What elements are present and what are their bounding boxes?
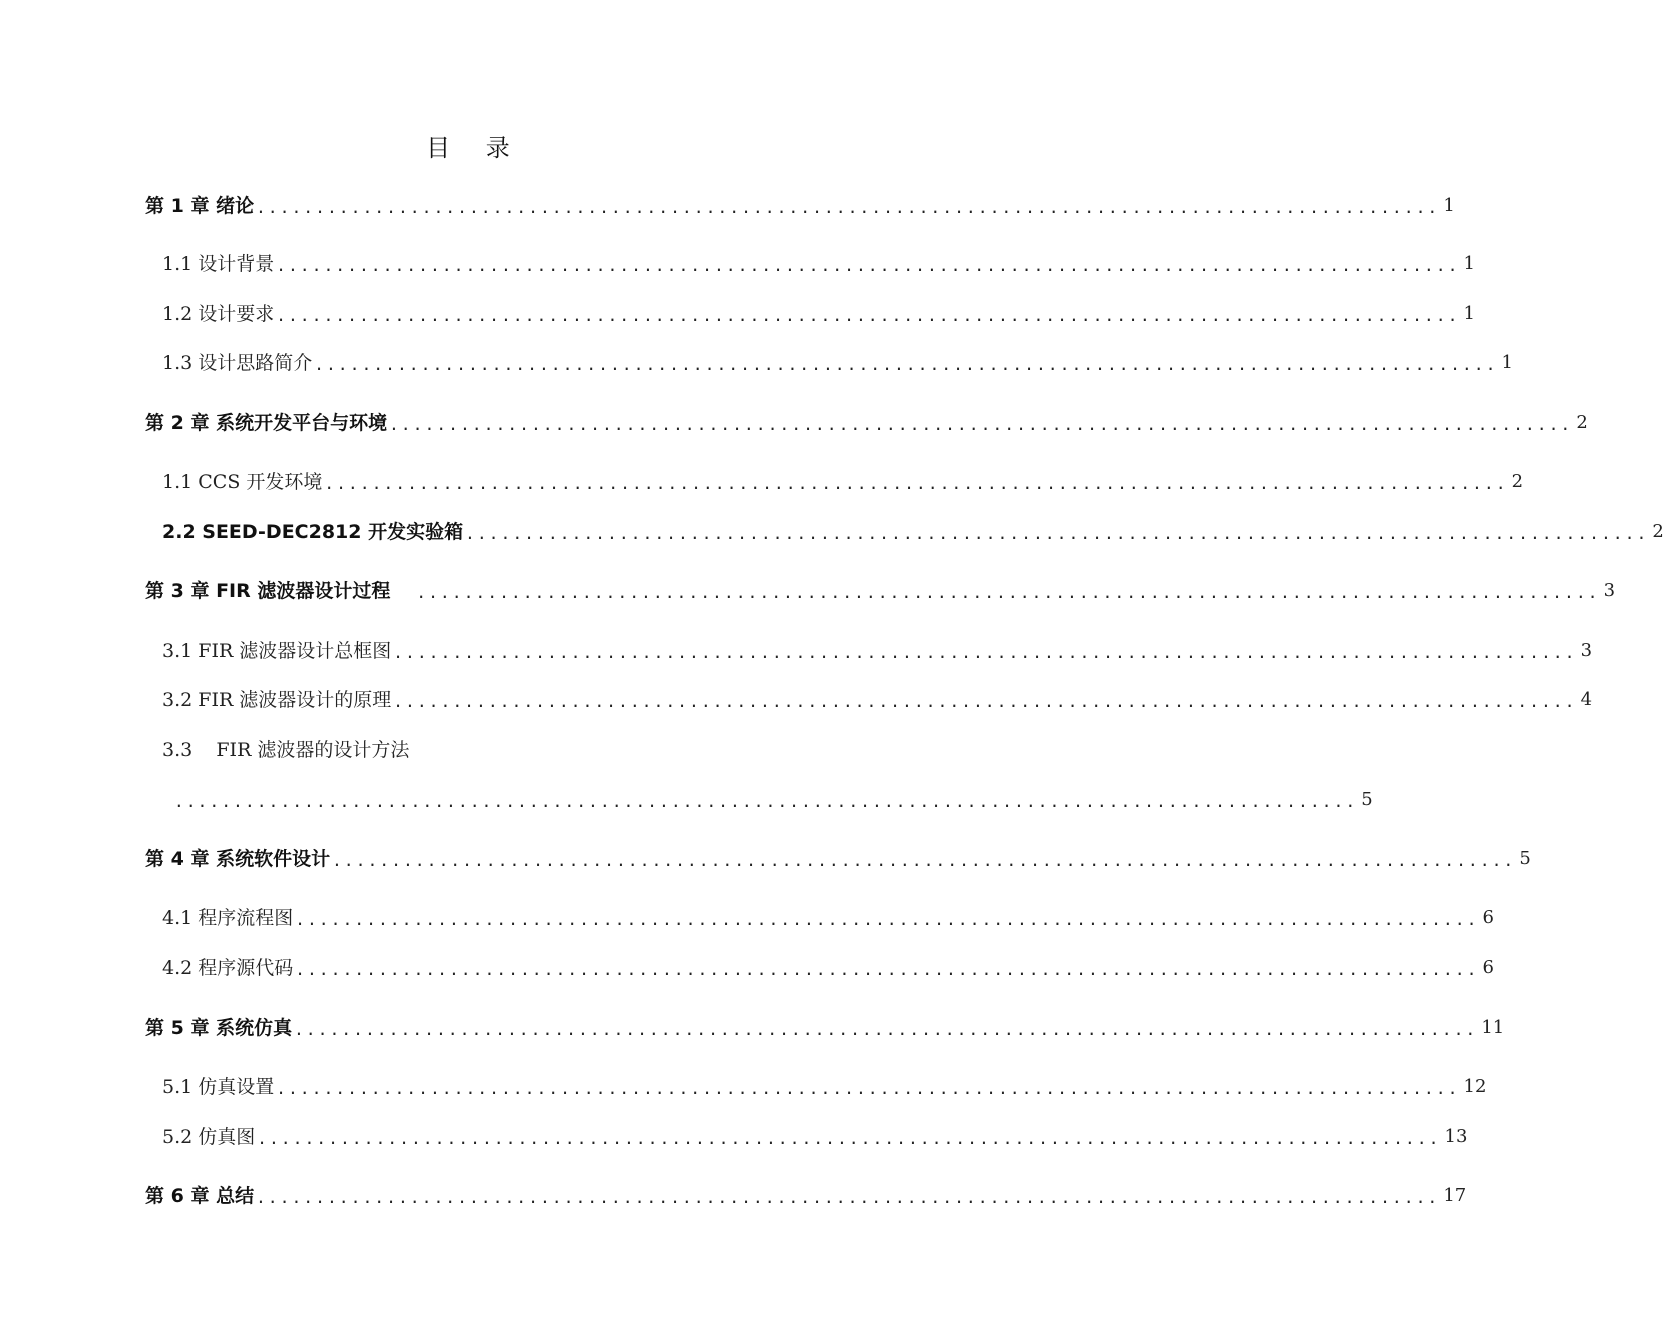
toc-label: 1.2 设计要求 xyxy=(162,303,275,325)
dot-leader: .................................................................................................... xyxy=(393,643,1577,662)
toc-entry-2-2[interactable] xyxy=(162,518,1664,546)
toc-entry-3-3-label[interactable]: 3.3 FIR 滤波器的设计方法 xyxy=(162,739,410,761)
toc-label: 5.1 仿真设置 xyxy=(162,1076,275,1098)
dot-leader: .................................................................................................... xyxy=(174,792,1358,811)
dot-leader: .................................................................................................... xyxy=(314,355,1498,374)
toc-page-number: 13 xyxy=(1444,1126,1468,1147)
toc-entry-chapter-6[interactable] xyxy=(145,1182,1467,1210)
toc-entry-2-1[interactable] xyxy=(162,468,1524,496)
toc-entry-4-1[interactable] xyxy=(162,904,1494,932)
toc-entry-chapter-3[interactable] xyxy=(145,577,1616,605)
dot-leader: .................................................................................................... xyxy=(256,198,1440,217)
toc-entry-chapter-1[interactable] xyxy=(145,192,1455,220)
toc-label: 1.1 设计背景 xyxy=(162,253,275,275)
toc-page-number: 2 xyxy=(1652,521,1664,542)
toc-label: 第 2 章 系统开发平台与环境 xyxy=(145,412,388,434)
toc-entry-chapter-2[interactable] xyxy=(145,409,1588,437)
toc-page-number: 1 xyxy=(1463,303,1475,324)
toc-page-number: 2 xyxy=(1576,412,1588,433)
toc-label: 4.2 程序源代码 xyxy=(162,957,294,979)
dot-leader: .................................................................................................... xyxy=(416,583,1600,602)
toc-page-number: 11 xyxy=(1481,1017,1505,1038)
toc-label: 第 3 章 FIR 滤波器设计过程 xyxy=(145,580,391,602)
toc-entry-chapter-4[interactable] xyxy=(145,845,1531,873)
toc-page-number: 4 xyxy=(1580,689,1593,710)
toc-label: 3.2 FIR 滤波器设计的原理 xyxy=(162,689,392,711)
dot-leader: .................................................................................................... xyxy=(276,256,1460,275)
toc-entry-chapter-5[interactable] xyxy=(145,1014,1505,1042)
toc-label: 2.2 SEED-DEC2812 开发实验箱 xyxy=(162,521,464,543)
dot-leader: .................................................................................................... xyxy=(465,524,1649,543)
toc-entry-3-1[interactable] xyxy=(162,637,1593,665)
toc-label: 3.1 FIR 滤波器设计总框图 xyxy=(162,640,392,662)
toc-title: 目 录 xyxy=(426,134,524,162)
toc-label: 第 5 章 系统仿真 xyxy=(145,1017,293,1039)
toc-entry-1-1[interactable] xyxy=(162,250,1475,278)
dot-leader: .................................................................................................... xyxy=(257,1129,1441,1148)
dot-leader: .................................................................................................... xyxy=(276,306,1460,325)
toc-page-number: 3 xyxy=(1580,640,1593,661)
toc-label: 第 1 章 绪论 xyxy=(145,195,255,217)
dot-leader: .................................................................................................... xyxy=(294,1020,1478,1039)
dot-leader: .................................................................................................... xyxy=(295,960,1479,979)
toc-page-number: 2 xyxy=(1511,471,1524,492)
toc-page-number: 6 xyxy=(1482,957,1494,978)
dot-leader: .................................................................................................... xyxy=(256,1188,1440,1207)
dot-leader: .................................................................................................... xyxy=(324,474,1508,493)
toc-label: 第 4 章 系统软件设计 xyxy=(145,848,331,870)
toc-page-number: 12 xyxy=(1463,1076,1487,1097)
toc-label: 4.1 程序流程图 xyxy=(162,907,294,929)
toc-entry-1-2[interactable] xyxy=(162,300,1475,328)
toc-entry-5-2[interactable] xyxy=(162,1123,1468,1151)
dot-leader: .................................................................................................... xyxy=(295,910,1479,929)
toc-label: 5.2 仿真图 xyxy=(162,1126,256,1148)
toc-entry-3-2[interactable] xyxy=(162,686,1593,714)
toc-page-number: 3 xyxy=(1603,580,1616,601)
toc-label: 第 6 章 总结 xyxy=(145,1185,255,1207)
toc-page-number: 1 xyxy=(1463,253,1475,274)
toc-page-number: 5 xyxy=(1519,848,1531,869)
dot-leader: .................................................................................................... xyxy=(332,851,1516,870)
toc-entry-4-2[interactable] xyxy=(162,954,1494,982)
toc-label: 1.3 设计思路简介 xyxy=(162,352,313,374)
toc-entry-5-1[interactable] xyxy=(162,1073,1487,1101)
toc-label: 1.1 CCS 开发环境 xyxy=(162,471,323,493)
toc-page-number: 6 xyxy=(1482,907,1494,928)
toc-page-number: 17 xyxy=(1443,1185,1467,1206)
toc-entry-1-3[interactable] xyxy=(162,349,1513,377)
toc-page-number: 1 xyxy=(1443,195,1455,216)
toc-entry-3-3-leader-line[interactable] xyxy=(172,786,1373,814)
toc-page-number: 5 xyxy=(1361,789,1373,810)
toc-page-number: 1 xyxy=(1501,352,1513,373)
dot-leader: .................................................................................................... xyxy=(393,692,1577,711)
dot-leader: .................................................................................................... xyxy=(276,1079,1460,1098)
dot-leader: .................................................................................................... xyxy=(389,415,1573,434)
